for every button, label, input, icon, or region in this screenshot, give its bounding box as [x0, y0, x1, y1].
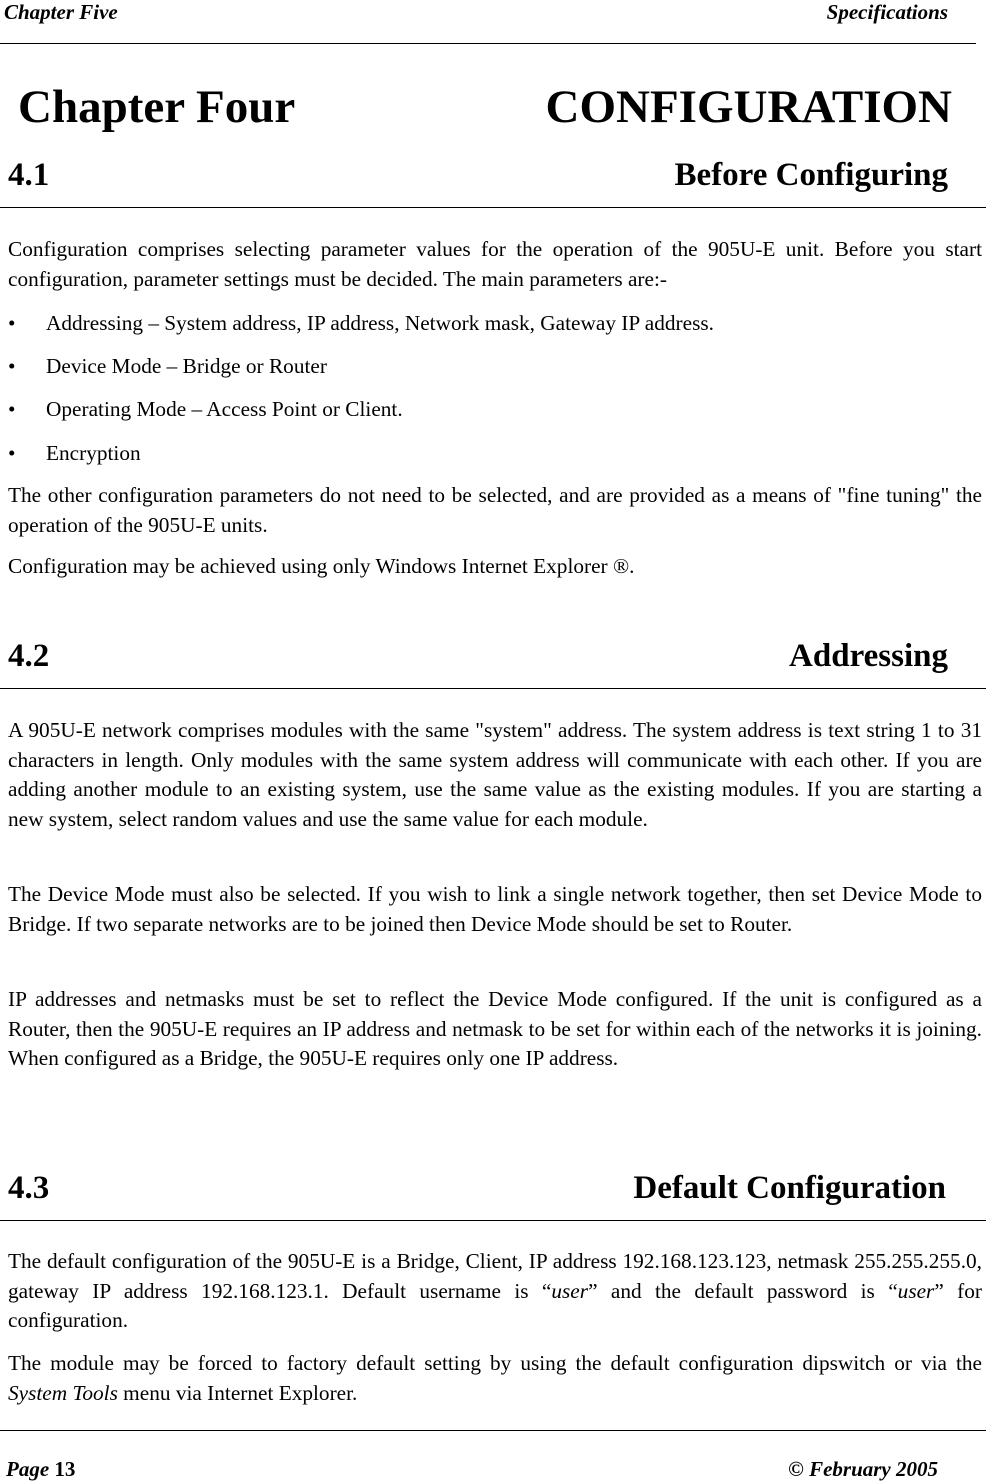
- chapter-label: Chapter Four: [18, 81, 296, 133]
- page-number: [6, 1457, 75, 1482]
- section-title-default-configuration: Default Configuration: [633, 1170, 946, 1206]
- bullet-icon: •: [8, 397, 16, 421]
- paragraph: [8, 1349, 982, 1408]
- paragraph: The other configuration parameters do not need to be selected, and are provided as a means of "fine tuning" the operation of the 905U-E units.: [8, 483, 982, 537]
- bullet-icon: •: [8, 441, 16, 465]
- text-run: menu via Internet Explorer.: [117, 1380, 358, 1405]
- section-number-4-1: 4.1: [8, 157, 50, 193]
- list-item-text: Encryption: [46, 441, 141, 465]
- header-section: Specifications: [826, 0, 948, 24]
- paragraph: A 905U-E network comprises modules with the same "system" address. The system address is text string 1 to 31 characters in length. Only modules with the same system address will communicate with each other. If you are adding another module to an existing system, use the same value as the existing modules. If you are starting a new system, select random values and use the same value for each module.: [8, 718, 982, 831]
- paragraph: IP addresses and netmasks must be set to reflect the Device Mode configured. If the unit is configured as a Router, then the 905U-E requires an IP address and netmask to be set for within each of the networks it is joining. When configured as a Bridge, the 905U-E requires only one IP address.: [8, 987, 982, 1070]
- copyright: © February 2005: [788, 1457, 938, 1481]
- text-run: ” for configuration.: [8, 1278, 983, 1332]
- section-rule: [0, 1220, 986, 1221]
- page-label: Page: [6, 1457, 50, 1481]
- section-number-4-3: 4.3: [8, 1170, 50, 1206]
- paragraph: Configuration may be achieved using only Windows Internet Explorer ®.: [8, 554, 635, 578]
- password-value: user: [897, 1278, 935, 1303]
- text-run: ” and the default password is “: [588, 1278, 898, 1303]
- section-title-addressing: Addressing: [789, 638, 948, 674]
- section-number-4-2: 4.2: [8, 638, 50, 674]
- paragraph: The Device Mode must also be selected. If you wish to link a single network together, then set Device Mode to Bridge. If two separate networks are to be joined then Device Mode should be set to Router.: [8, 882, 982, 936]
- text-run: The module may be forced to factory default setting by using the default configuration dipswitch or via the: [8, 1351, 982, 1375]
- bullet-icon: •: [8, 354, 16, 378]
- bullet-icon: •: [8, 311, 16, 335]
- list-item-text: Device Mode – Bridge or Router: [46, 354, 327, 378]
- list-item-text: Operating Mode – Access Point or Client.: [46, 397, 403, 421]
- section-rule: [0, 207, 986, 208]
- page-number-value: 13: [54, 1457, 76, 1481]
- paragraph: Configuration comprises selecting parameter values for the operation of the 905U-E unit. Before you start configuration, parameter settings must be decided. The main parameters are:-: [8, 237, 982, 291]
- section-title-before-configuring: Before Configuring: [674, 157, 948, 193]
- list-item-text: Addressing – System address, IP address, Network mask, Gateway IP address.: [46, 311, 714, 335]
- header-rule: [0, 43, 976, 44]
- paragraph: [8, 1247, 982, 1336]
- text-run: The default configuration of the 905U-E is a Bridge, Client, IP address 192.168.123.123, netmask 255.255.255.0, gateway IP address 192.168.123.1. Default username is “: [8, 1249, 982, 1303]
- header-chapter: Chapter Five: [4, 0, 118, 24]
- menu-name: System Tools: [8, 1380, 118, 1405]
- section-rule: [0, 688, 986, 689]
- username-value: user: [551, 1278, 589, 1303]
- chapter-title: CONFIGURATION: [545, 81, 952, 133]
- footer-rule: [0, 1430, 986, 1431]
